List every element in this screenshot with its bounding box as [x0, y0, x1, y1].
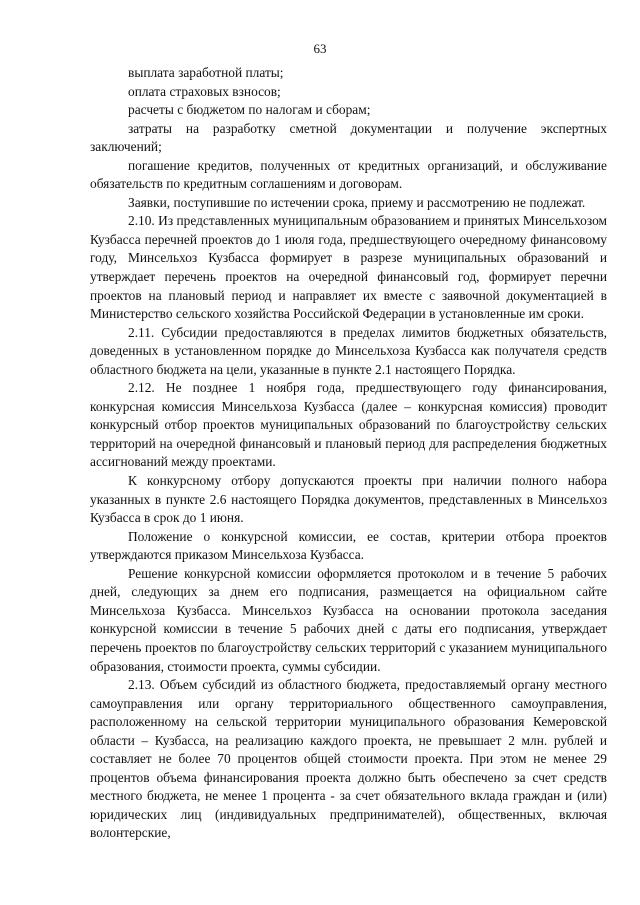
paragraph-loan-repayment: погашение кредитов, полученных от кредитных организаций, и обслуживание обязательств по кредитным соглашениям и договорам. — [90, 157, 607, 192]
document-body — [90, 64, 607, 843]
paragraph-2-10: 2.10. Из представленных муниципальным образованием и принятых Минсельхозом Кузбасса перечней проектов до 1 июля года, предшествующего очередному финансовому году, Минсельхоз Кузбасса формирует в разрезе муниципальных образований и утверждает перечень проектов на очередной финансовый год, формирует перечни проектов на плановый период и направляет их вместе с заявочной документацией в Министерство сельского хозяйства Российской Федерации в установленные им сроки. — [90, 213, 607, 322]
paragraph-competition-admission: К конкурсному отбору допускаются проекты при наличии полного набора указанных в пункте 2.6 настоящего Порядка документов, представленных в Минсельхоз Кузбасса в срок до 1 июня. — [90, 473, 607, 526]
paragraph-commission-regulation: Положение о конкурсной комиссии, ее состав, критерии отбора проектов утверждаются приказом Минсельхоза Кузбасса. — [90, 528, 607, 563]
paragraph-2-12: 2.12. Не позднее 1 ноября года, предшествующего году финансирования, конкурсная комиссия Минсельхоза Кузбасса (далее – конкурсная комиссия) проводит конкурсный отбор проектов муниципальных образований по благоустройству сельских территорий на очередной финансовый и плановый период для распределения бюджетных ассигнований между проектами. — [90, 380, 607, 470]
paragraph-wage-payment: выплата заработной платы; — [128, 65, 284, 80]
paragraph-2-11: 2.11. Субсидии предоставляются в пределах лимитов бюджетных обязательств, доведенных в установленном порядке до Минсельхоза Кузбасса как получателя средств областного бюджета на цели, указанные в пункте 2.1 настоящего Порядка. — [90, 324, 607, 377]
page-number: 63 — [313, 41, 327, 56]
paragraph-estimate-documentation: затраты на разработку сметной документации и получение экспертных заключений; — [90, 120, 607, 155]
paragraph-insurance-contributions: оплата страховых взносов; — [128, 83, 281, 99]
paragraph-tax-settlements: расчеты с бюджетом по налогам и сборам; — [128, 102, 371, 118]
paragraph-2-13: 2.13. Объем субсидий из областного бюджета, предоставляемый органу местного самоуправления или органу территориального общественного самоуправления, расположенному на сельской территории муниципального образования Кемеровской области – Кузбасса, на реализацию каждого проекта, не превышает 2 млн. рублей и составляет не более 70 процентов общей стоимости проекта. При этом не менее 29 процентов объема финансирования проекта должно быть обеспечено за счет средств местного бюджета, не менее 1 процента - за счет обязательного вклада граждан и (или) юридических лиц (индивидуальных предпринимателей), общественных, включая волонтерские, — [90, 677, 607, 841]
paragraph-late-applications: Заявки, поступившие по истечении срока, приему и рассмотрению не подлежат. — [128, 194, 586, 210]
paragraph-commission-decision: Решение конкурсной комиссии оформляется протоколом и в течение 5 рабочих дней, следующих за днем его подписания, размещается на официальном сайте Минсельхоза Кузбасса. Минсельхоз Кузбасса на основании протокола заседания конкурсной комиссии в течение 5 рабочих дней с даты его подписания, утверждает перечень проектов по благоустройству сельских территорий с указанием муниципального образования, стоимости проекта, суммы субсидии. — [90, 565, 607, 674]
